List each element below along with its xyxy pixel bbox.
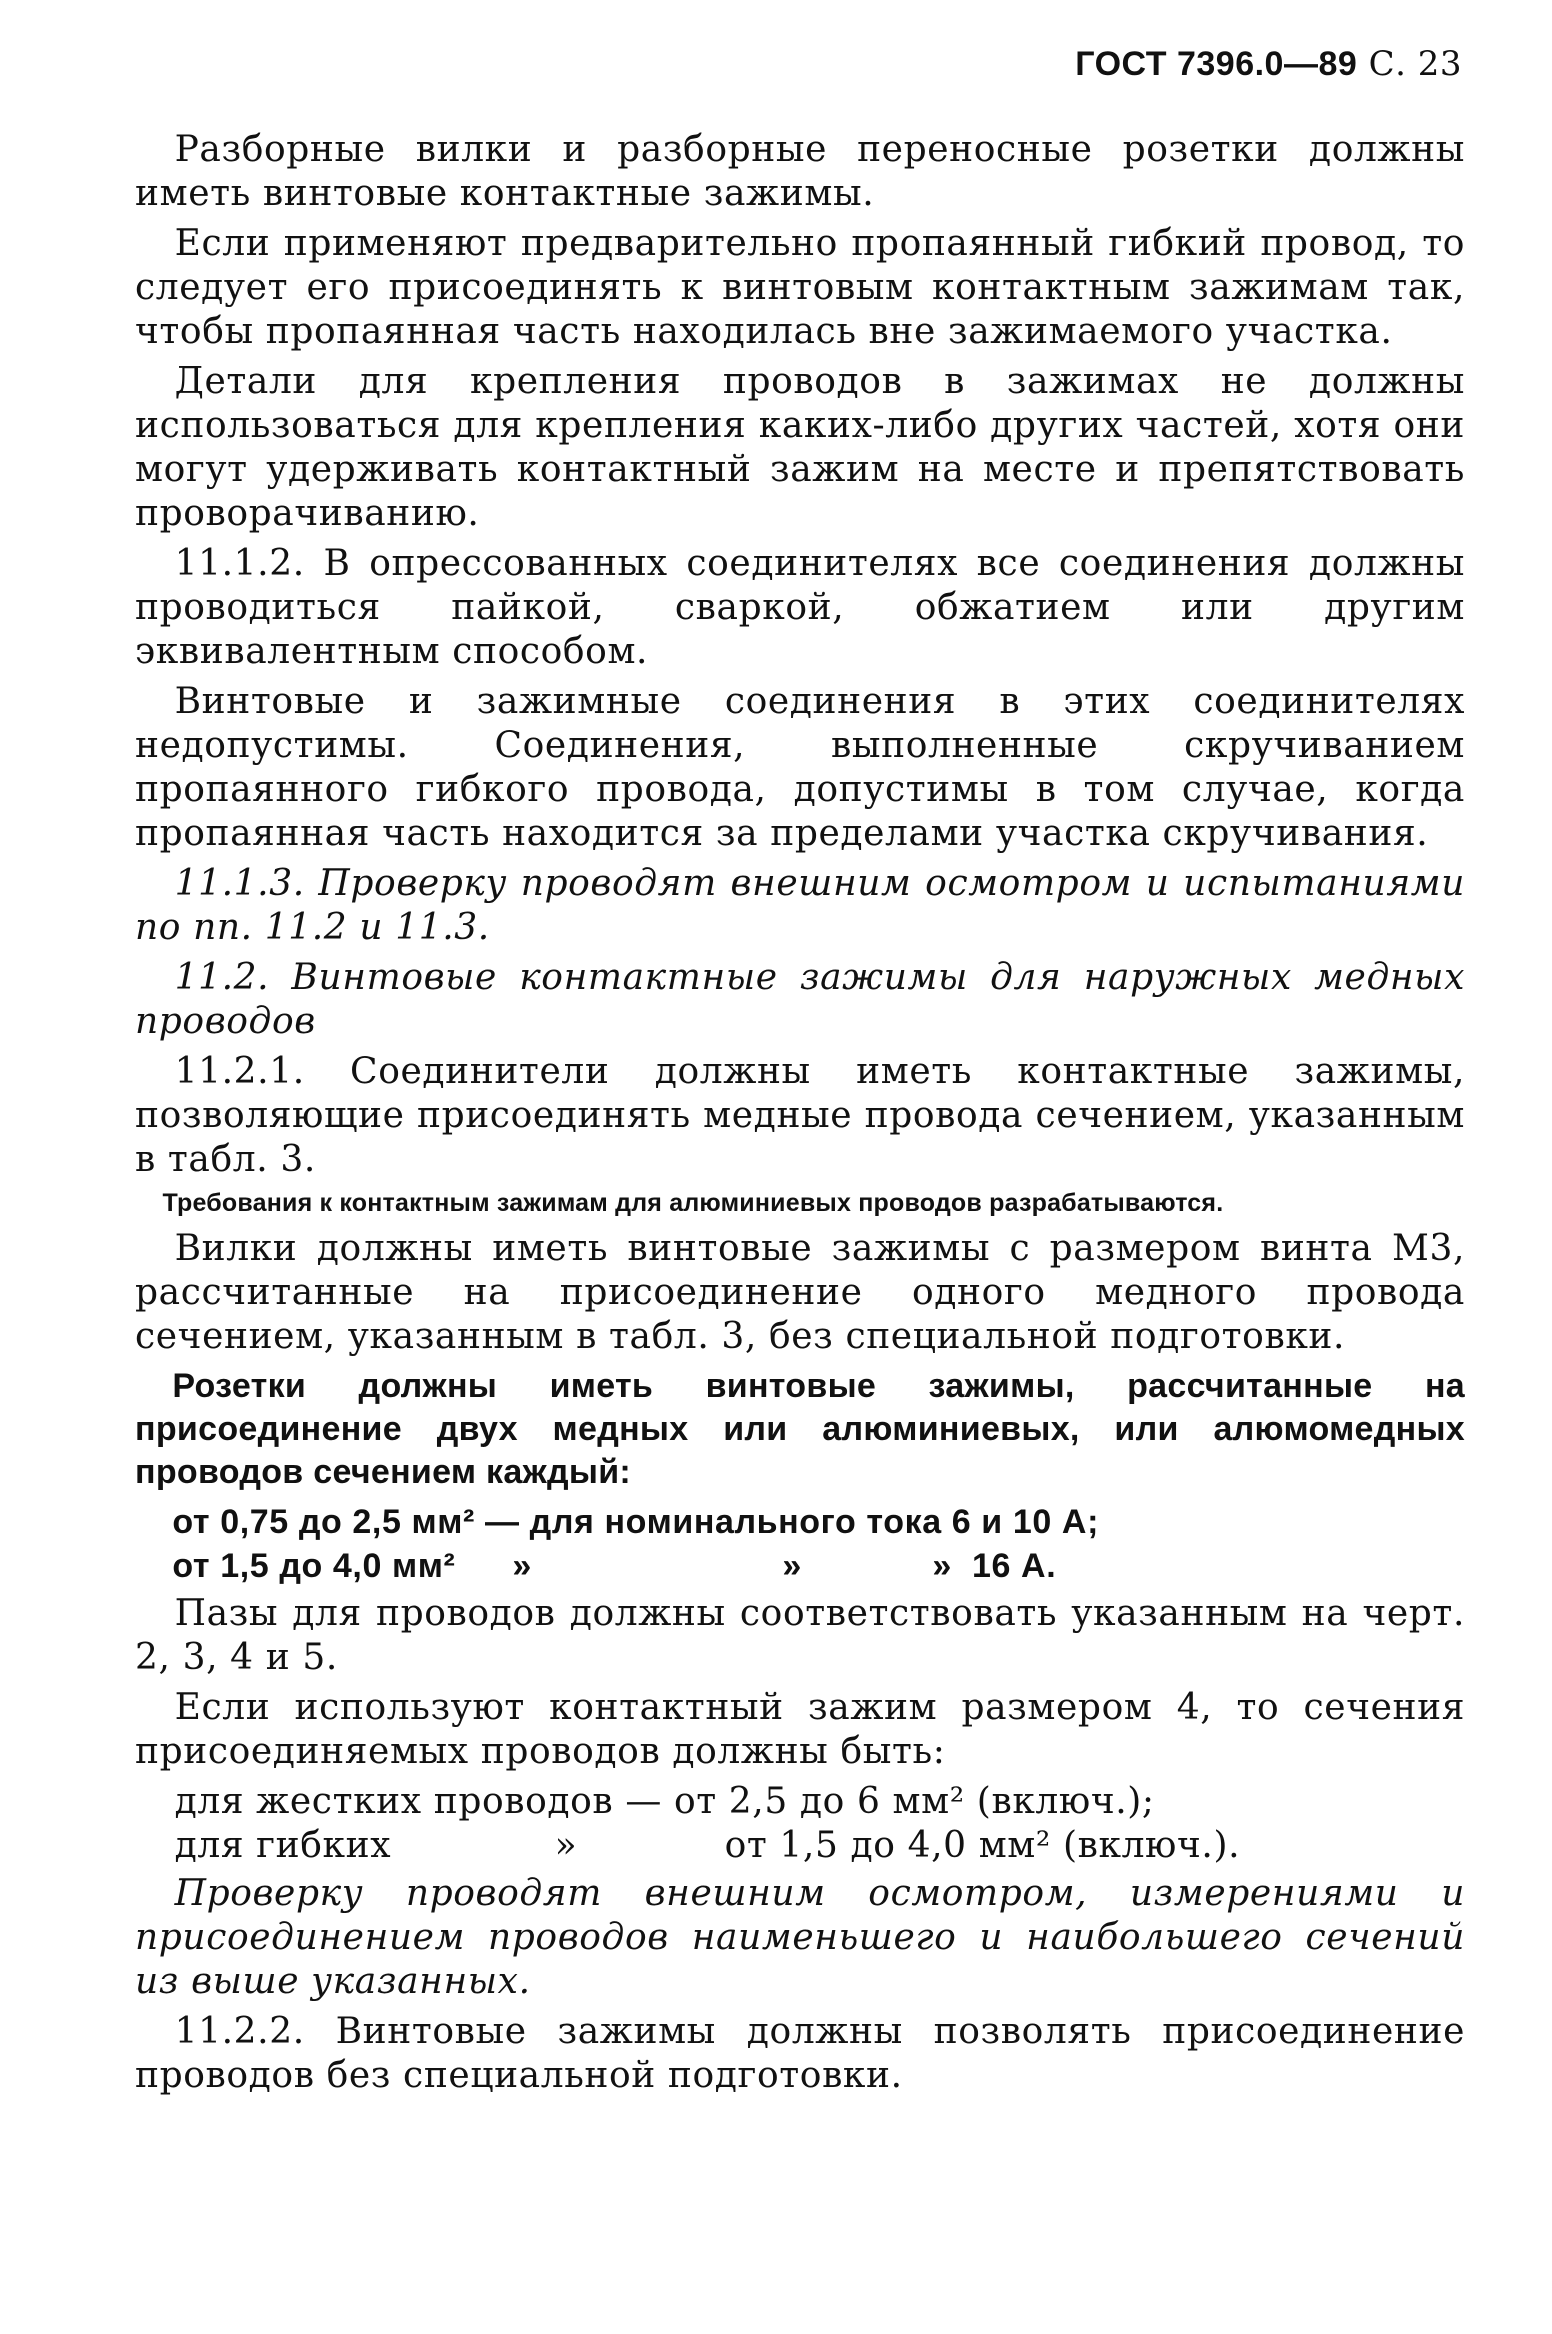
- section-heading-11-2: 11.2. Винтовые контактные зажимы для наружных медных проводов: [135, 957, 1465, 1042]
- range-line: [135, 1544, 1465, 1588]
- clamp-range-list: [135, 1780, 1465, 1868]
- ditto-mark: »: [512, 1547, 532, 1585]
- clause-11-1-3: 11.1.3. Проверку проводят внешним осмотром и испытаниями по пп. 11.2 и 11.3.: [135, 863, 1465, 948]
- paragraph-italic: Проверку проводят внешним осмотром, измерениями и присоединением проводов наименьшего и наибольшего сечений из выше указанных.: [135, 1873, 1465, 2002]
- clause-11-1-2: 11.1.2. В опрессованных соединителях все соединения должны проводиться пайкой, сваркой, обжатием или другим эквивалентным способом.: [135, 543, 1465, 672]
- clause-11-2-2: 11.2.2. Винтовые зажимы должны позволять присоединение проводов без специальной подготовки.: [135, 2011, 1465, 2096]
- range-text: для жестких проводов — от 2,5 до 6 мм² (включ.);: [174, 1781, 1155, 1822]
- current-value: » 16 А.: [932, 1547, 1057, 1585]
- range-text: от 1,5 до 4,0 мм²: [172, 1547, 456, 1585]
- page-header: [1075, 44, 1462, 84]
- range-label: для гибких: [174, 1825, 392, 1866]
- note: Требования к контактным зажимам для алюминиевых проводов разрабатываются.: [162, 1189, 1224, 1217]
- document-body: [135, 128, 1465, 2104]
- range-line: [135, 1780, 1465, 1824]
- paragraph: Если применяют предварительно пропаянный гибкий провод, то следует его присоединять к винтовым контактным зажимам так, чтобы пропаянная часть находилась вне зажимаемого участка.: [135, 223, 1465, 352]
- clause-11-2-1: 11.2.1. Соединители должны иметь контактные зажимы, позволяющие присоединять медные провода сечением, указанным в табл. 3.: [135, 1051, 1465, 1180]
- paragraph: Винтовые и зажимные соединения в этих соединителях недопустимы. Соединения, выполненные скручиванием пропаянного гибкого провода, допустимы в том случае, когда пропаянная часть находится за пределами участка скручивания.: [135, 681, 1465, 854]
- ditto-mark: »: [554, 1825, 578, 1866]
- paragraph: Пазы для проводов должны соответствовать указанным на черт. 2, 3, 4 и 5.: [135, 1593, 1465, 1678]
- ditto-mark: »: [782, 1547, 802, 1585]
- page-number: С. 23: [1368, 44, 1462, 84]
- paragraph: Вилки должны иметь винтовые зажимы с размером винта М3, рассчитанные на присоединение одного медного провода сечением, указанным в табл. 3, без специальной подготовки.: [135, 1228, 1465, 1357]
- range-line: [135, 1500, 1465, 1544]
- standard-code: ГОСТ 7396.0—89: [1075, 45, 1358, 83]
- paragraph: Детали для крепления проводов в зажимах не должны использоваться для крепления каких-либо других частей, хотя они могут удерживать контактный зажим на месте и препятствовать проворачиванию.: [135, 361, 1465, 534]
- socket-range-list: [135, 1500, 1465, 1588]
- paragraph: Если используют контактный зажим размером 4, то сечения присоединяемых проводов должны быть:: [135, 1687, 1465, 1772]
- paragraph-bold: Розетки должны иметь винтовые зажимы, рассчитанные на присоединение двух медных или алюминиевых, или алюмомедных проводов сечением каждый:: [135, 1367, 1465, 1491]
- range-value: от 1,5 до 4,0 мм² (включ.).: [724, 1825, 1241, 1866]
- range-text: от 0,75 до 2,5 мм² — для номинального тока 6 и 10 А;: [172, 1503, 1099, 1541]
- paragraph: Разборные вилки и разборные переносные розетки должны иметь винтовые контактные зажимы.: [135, 129, 1465, 214]
- range-line: [135, 1824, 1465, 1868]
